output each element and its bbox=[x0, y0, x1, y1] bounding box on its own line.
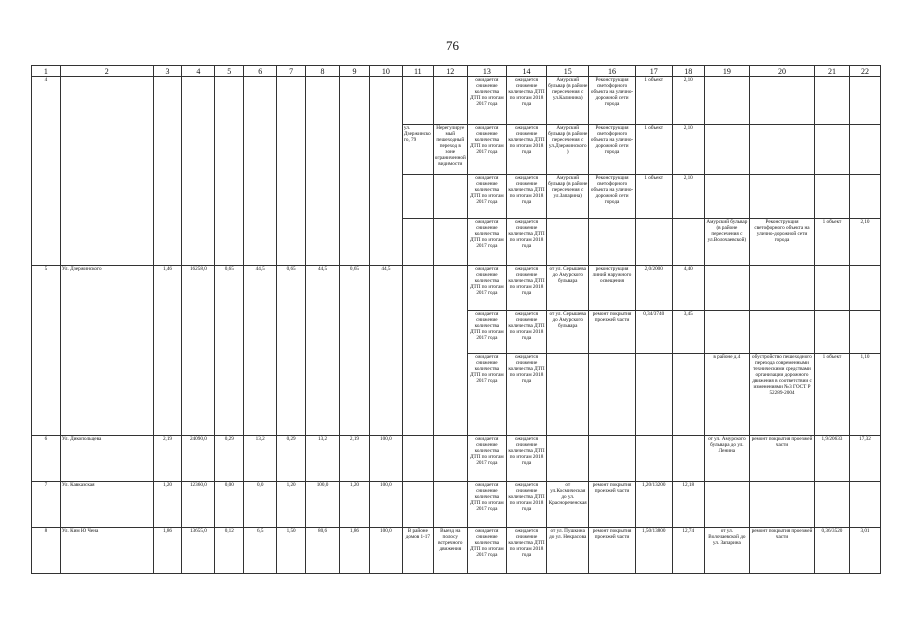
location-cell: от ул.Космическая до ул. Краснореченская bbox=[547, 482, 589, 528]
works-cell: ремонт покрытия проезжей части bbox=[589, 482, 635, 528]
column-number: 15 bbox=[547, 66, 589, 77]
volume-2019-cell: 0,36/3520 bbox=[814, 528, 849, 574]
column-number: 2 bbox=[60, 66, 153, 77]
dtp-2018-cell: ожидается снижение количества ДТП по итогам 2018 года bbox=[506, 175, 546, 219]
dtp-cause-cell: Выезд на полосу встречного движения bbox=[433, 528, 467, 574]
street-name: Ул. Ким Ю Чена bbox=[60, 528, 153, 574]
column-number: 11 bbox=[402, 66, 433, 77]
works-cell: Реконструкция светофорного объекта на улично-дорожной сети города bbox=[589, 77, 635, 125]
row-number: 4 bbox=[32, 77, 61, 266]
cost-cell: 2,10 bbox=[672, 77, 704, 125]
dtp-2018-cell: ожидается снижение количества ДТП по итогам 2018 года bbox=[506, 219, 546, 266]
works-cell: ремонт покрытия проезжей части bbox=[589, 528, 635, 574]
row-number: 8 bbox=[32, 528, 61, 574]
road-works-table bbox=[31, 65, 881, 574]
dtp-2018-cell: ожидается снижение количества ДТП по итогам 2018 года bbox=[506, 311, 546, 354]
column-number: 1 bbox=[32, 66, 61, 77]
cost-cell: 2,10 bbox=[672, 175, 704, 219]
volume-cell: 1 объект bbox=[635, 77, 672, 125]
dtp-2017-cell: ожидается снижение количества ДТП по итогам 2017 года bbox=[467, 528, 506, 574]
volume-2019-cell: 1 объект bbox=[814, 219, 849, 266]
works-2019-cell: Реконструкция светофорного объекта на улично-дорожной сети города bbox=[750, 219, 815, 266]
volume-cell: 0,34/3740 bbox=[635, 311, 672, 354]
volume-cell: 2,0/2000 bbox=[635, 266, 672, 311]
street-name: Ул. Дикопольцева bbox=[60, 436, 153, 482]
works-cell: Реконструкция светофорного объекта на улично-дорожной сети города bbox=[589, 175, 635, 219]
column-number: 8 bbox=[306, 66, 340, 77]
dtp-2018-cell: ожидается снижение количества ДТП по итогам 2018 года bbox=[506, 354, 546, 436]
location-cell: Амурский бульвар (в районе пересечения с ул.Калинина) bbox=[547, 77, 589, 125]
dtp-2017-cell: ожидается снижение количества ДТП по итогам 2017 года bbox=[467, 77, 506, 125]
cost-cell: 12,74 bbox=[672, 528, 704, 574]
dtp-2018-cell: ожидается снижение количества ДТП по итогам 2018 года bbox=[506, 125, 546, 175]
street-name: Ул. Кавказская bbox=[60, 482, 153, 528]
column-number: 3 bbox=[153, 66, 182, 77]
dtp-2017-cell: ожидается снижение количества ДТП по итогам 2017 года bbox=[467, 311, 506, 354]
dtp-2017-cell: ожидается снижение количества ДТП по итогам 2017 года bbox=[467, 482, 506, 528]
location-2019-cell: от ул. Амурского бульвара до ул. Ленина bbox=[704, 436, 749, 482]
dtp-2018-cell: ожидается снижение количества ДТП по итогам 2018 года bbox=[506, 528, 546, 574]
column-number: 14 bbox=[506, 66, 546, 77]
location-cell: от ул. Серышева до Амурского бульвара bbox=[547, 266, 589, 311]
cost-2019-cell: 1,10 bbox=[849, 354, 880, 436]
column-number: 7 bbox=[277, 66, 306, 77]
cost-cell: 2,10 bbox=[672, 125, 704, 175]
table-row bbox=[32, 77, 881, 125]
column-number: 16 bbox=[589, 66, 635, 77]
location-2019-cell: от ул. Волочаевской до ул. Запарина bbox=[704, 528, 749, 574]
location-2019-cell: в районе д.4 bbox=[704, 354, 749, 436]
table-row: 5 Ул. Дзержинского 1,46 16258,0 0,65 44,5 0,65 44,5 0,65 44,5 ожидается снижение количества ДТП по итогам 2017 года ожидается снижение количества ДТП по итогам 2018 года от ул. Серышева до Амурского бульвара реконструкция линий наружного освещения 2,0/2000 4,40 bbox=[32, 266, 881, 311]
column-number: 13 bbox=[467, 66, 506, 77]
column-number: 22 bbox=[849, 66, 880, 77]
cost-cell: 4,40 bbox=[672, 266, 704, 311]
page-number: 76 bbox=[446, 38, 459, 53]
column-numbers-row bbox=[32, 66, 881, 77]
dtp-2017-cell: ожидается снижение количества ДТП по итогам 2017 года bbox=[467, 219, 506, 266]
column-number: 21 bbox=[814, 66, 849, 77]
dtp-2017-cell: ожидается снижение количества ДТП по итогам 2017 года bbox=[467, 125, 506, 175]
table-row: 7 Ул. Кавказская 1,20 12360,0 0,00 0,0 1,20 100,0 1,20 100,0 ожидается снижение количества ДТП по итогам 2017 года ожидается снижение количества ДТП по итогам 2018 года от ул.Космическая до ул. Краснореченская ремонт покрытия проезжей части 1,20/13200 12,18 bbox=[32, 482, 881, 528]
column-number: 20 bbox=[750, 66, 815, 77]
column-number: 6 bbox=[244, 66, 277, 77]
dtp-place-cell: ул. Дзержинского, 79 bbox=[402, 125, 433, 175]
cost-2019-cell: 2,10 bbox=[849, 219, 880, 266]
cost-2019-cell: 17,32 bbox=[849, 436, 880, 482]
dtp-cause-cell: Нерегулируемый пешеходный переход в зоне ограниченной видимости bbox=[433, 125, 467, 175]
dtp-place-cell: В районе домов 1-17 bbox=[402, 528, 433, 574]
column-number: 5 bbox=[215, 66, 244, 77]
volume-cell: 1,50/13800 bbox=[635, 528, 672, 574]
works-2019-cell: ремонт покрытия проезжей части bbox=[750, 528, 815, 574]
row-number: 6 bbox=[32, 436, 61, 482]
volume-cell: 1 объект bbox=[635, 175, 672, 219]
cost-cell: 3,45 bbox=[672, 311, 704, 354]
row-number: 5 bbox=[32, 266, 61, 436]
street-name bbox=[60, 77, 153, 266]
cost-2019-cell: 3,01 bbox=[849, 528, 880, 574]
location-cell: от ул. Пушкина до ул. Некрасова bbox=[547, 528, 589, 574]
volume-cell: 1 объект bbox=[635, 125, 672, 175]
dtp-2018-cell: ожидается снижение количества ДТП по итогам 2018 года bbox=[506, 436, 546, 482]
column-number: 17 bbox=[635, 66, 672, 77]
location-cell: от ул. Серышева до Амурского бульвара bbox=[547, 311, 589, 354]
dtp-2017-cell: ожидается снижение количества ДТП по итогам 2017 года bbox=[467, 436, 506, 482]
volume-cell: 1,20/13200 bbox=[635, 482, 672, 528]
works-cell: ремонт покрытия проезжей части bbox=[589, 311, 635, 354]
dtp-2017-cell: ожидается снижение количества ДТП по итогам 2017 года bbox=[467, 354, 506, 436]
works-cell: реконструкция линий наружного освещения bbox=[589, 266, 635, 311]
column-number: 9 bbox=[340, 66, 370, 77]
works-2019-cell: ремонт покрытия проезжей части bbox=[750, 436, 815, 482]
volume-2019-cell: 1 объект bbox=[814, 354, 849, 436]
volume-2019-cell: 1,9/20633 bbox=[814, 436, 849, 482]
dtp-2018-cell: ожидается снижение количества ДТП по итогам 2018 года bbox=[506, 482, 546, 528]
table-row: 6 Ул. Дикопольцева 2,19 24090,0 0,29 13,2 0,29 13,2 2,19 100,0 ожидается снижение количества ДТП по итогам 2017 года ожидается снижение количества ДТП по итогам 2018 года от ул. Амурского бульвара до ул. Ленина ремонт покрытия проезжей части 1,9/20633 17,32 bbox=[32, 436, 881, 482]
location-cell: Амурский бульвар (в районе пересечения с ул.Дзержинского) bbox=[547, 125, 589, 175]
cost-cell: 12,18 bbox=[672, 482, 704, 528]
row-number: 7 bbox=[32, 482, 61, 528]
dtp-2018-cell: ожидается снижение количества ДТП по итогам 2018 года bbox=[506, 266, 546, 311]
dtp-2017-cell: ожидается снижение количества ДТП по итогам 2017 года bbox=[467, 175, 506, 219]
column-number: 19 bbox=[704, 66, 749, 77]
column-number: 10 bbox=[369, 66, 402, 77]
works-cell: Реконструкция светофорного объекта на улично-дорожной сети города bbox=[589, 125, 635, 175]
column-number: 12 bbox=[433, 66, 467, 77]
dtp-2017-cell: ожидается снижение количества ДТП по итогам 2017 года bbox=[467, 266, 506, 311]
location-cell: Амурский бульвар (в районе пересечения с ул.Запарина) bbox=[547, 175, 589, 219]
column-number: 4 bbox=[182, 66, 215, 77]
column-number: 18 bbox=[672, 66, 704, 77]
street-name: Ул. Дзержинского bbox=[60, 266, 153, 436]
dtp-2018-cell: ожидается снижение количества ДТП по итогам 2018 года bbox=[506, 77, 546, 125]
table-row: 8 Ул. Ким Ю Чена 1,86 13655,0 0,12 6,5 1,50 80,6 1,86 100,0 В районе домов 1-17 Выезд на полосу встречного движения ожидается снижение количества ДТП по итогам 2017 года ожидается снижение количества ДТП по итогам 2018 года от ул. Пушкина до ул. Некрасова ремонт покрытия проезжей части 1,50/13800 12,74 от ул. Волочаевской до ул. Запарина ремонт покрытия проезжей части 0,36/3520 3,01 bbox=[32, 528, 881, 574]
location-2019-cell: Амурский бульвар (в районе пересечения с ул.Волочаевской) bbox=[704, 219, 749, 266]
works-2019-cell: обустройство пешеходного перехода современными техническими средствами организации дорожного движения в соответствии с изменениями №3 ГОСТ Р 52289-2004 bbox=[750, 354, 815, 436]
